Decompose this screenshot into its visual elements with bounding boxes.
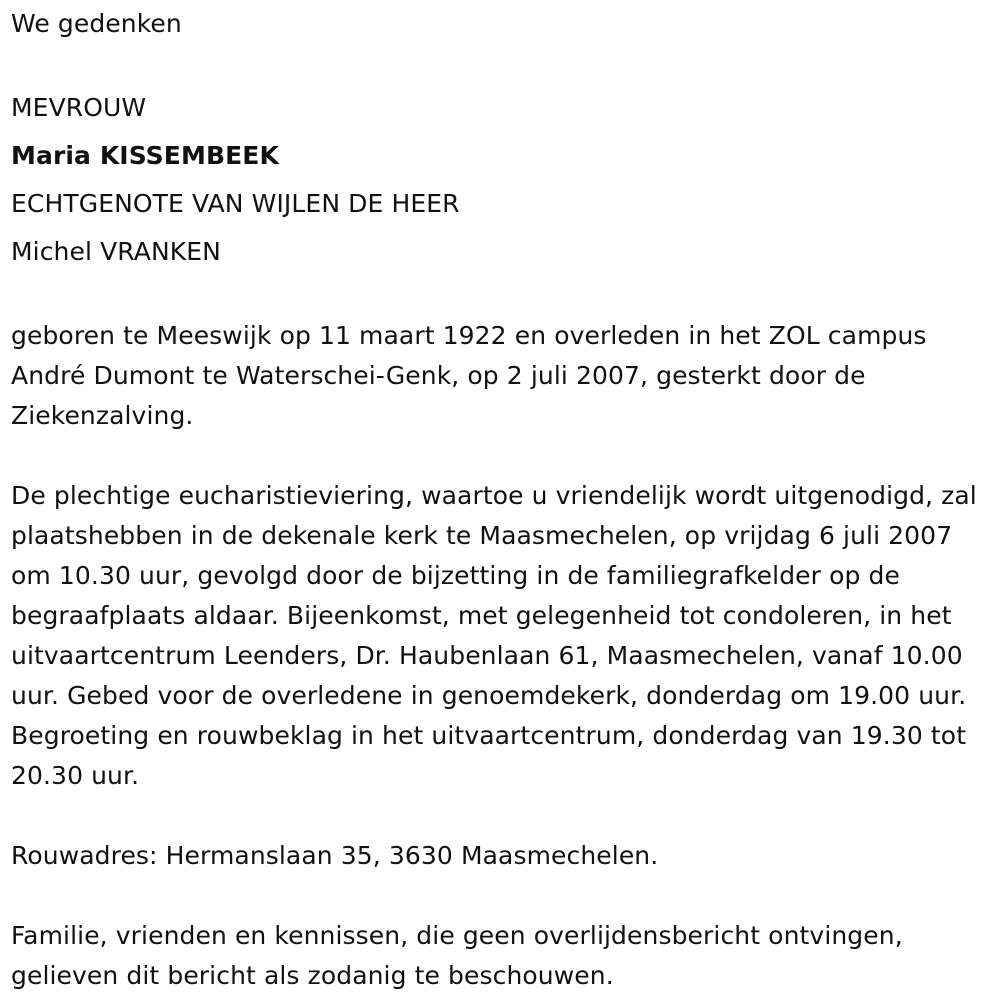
spacer bbox=[11, 796, 991, 836]
closing-paragraph: Familie, vrienden en kennissen, die geen overlijdensbericht ontvingen, gelieven dit bericht als zodanig te beschouwen. bbox=[11, 921, 903, 990]
spacer bbox=[11, 44, 991, 84]
spacer bbox=[11, 276, 991, 316]
relation-line: ECHTGENOTE VAN WIJLEN DE HEER bbox=[11, 189, 460, 218]
honorific-title: MEVROUW bbox=[11, 93, 147, 122]
spouse-name: Michel VRANKEN bbox=[11, 237, 221, 266]
spacer bbox=[11, 436, 991, 476]
mourning-address: Rouwadres: Hermanslaan 35, 3630 Maasmechelen. bbox=[11, 841, 659, 870]
ceremony-paragraph: De plechtige eucharistieviering, waartoe u vriendelijk wordt uitgenodigd, zal plaatshebben in de dekenale kerk te Maasmechelen, op vrijdag 6 juli 2007 om 10.30 uur, gevolgd door de bijzetting in de familiegrafkelder op de begraafplaats aldaar. Bijeenkomst, met gelegenheid tot condoleren, in het uitvaartcentrum Leenders, Dr. Haubenlaan 61, Maasmechelen, vanaf 10.00 uur. Gebed voor de overledene in genoemdekerk, donderdag om 19.00 uur. Begroeting en rouwbeklag in het uitvaartcentrum, donderdag van 19.30 tot 20.30 uur. bbox=[11, 481, 977, 790]
spacer bbox=[11, 876, 991, 916]
intro-line: We gedenken bbox=[11, 9, 182, 38]
obituary-notice bbox=[11, 4, 991, 996]
deceased-name: Maria KISSEMBEEK bbox=[11, 141, 279, 170]
birth-death-paragraph: geboren te Meeswijk op 11 maart 1922 en overleden in het ZOL campus André Dumont te Waterschei-Genk, op 2 juli 2007, gesterkt door de Ziekenzalving. bbox=[11, 321, 927, 430]
